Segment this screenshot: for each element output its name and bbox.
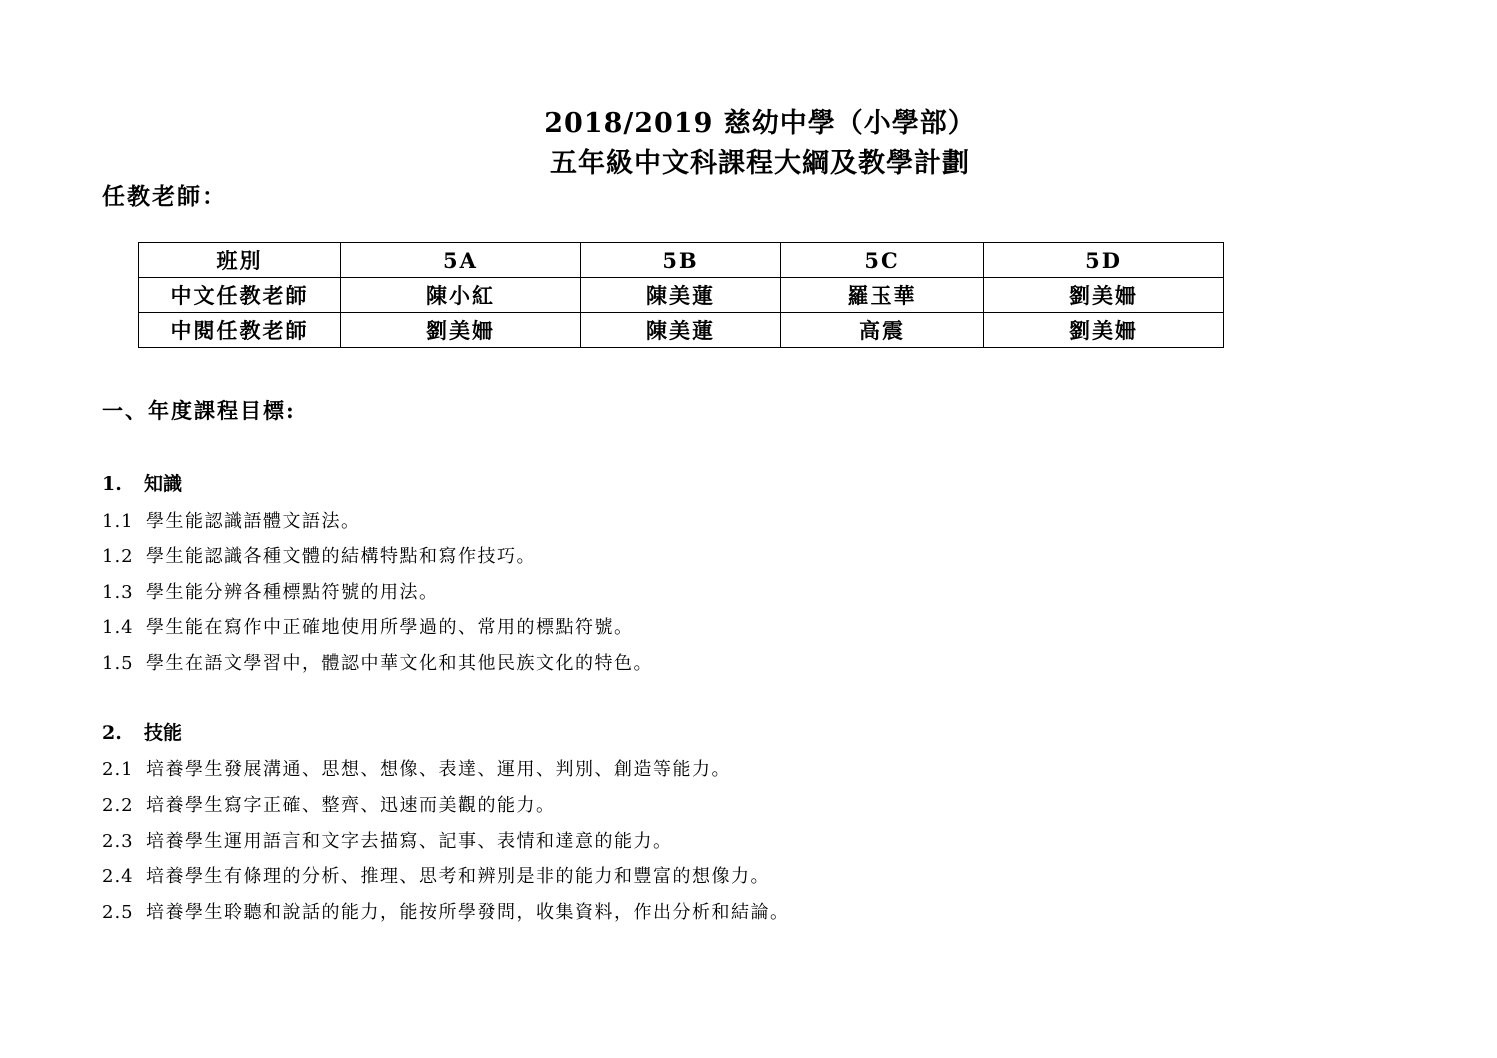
skills-heading bbox=[102, 718, 182, 745]
table-header-cell: 班別 bbox=[139, 243, 341, 278]
item-text: 學生能認識各種文體的結構特點和寫作技巧。 bbox=[146, 546, 536, 567]
table-header-row bbox=[139, 243, 1224, 278]
item-text: 培養學生運用語言和文字去描寫、記事、表情和達意的能力。 bbox=[146, 831, 673, 852]
item-text: 學生能分辨各種標點符號的用法。 bbox=[146, 582, 439, 603]
item-number: 2.4 bbox=[102, 866, 134, 887]
item-number: 2.1 bbox=[102, 759, 134, 780]
table-cell: 陳美蓮 bbox=[581, 313, 781, 348]
item-number: 1.3 bbox=[102, 582, 134, 603]
knowledge-heading bbox=[102, 469, 182, 496]
document-title: 2018/2019 慈幼中學（小學部） bbox=[544, 108, 976, 139]
list-item bbox=[102, 755, 731, 781]
table-cell: 陳美蓮 bbox=[581, 278, 781, 313]
list-item bbox=[102, 649, 653, 675]
item-text: 培養學生發展溝通、思想、想像、表達、運用、判別、創造等能力。 bbox=[146, 759, 731, 780]
document-subtitle: 五年級中文科課程大綱及教學計劃 bbox=[550, 148, 970, 179]
list-item bbox=[102, 791, 556, 817]
list-item bbox=[102, 578, 439, 604]
item-number: 1.1 bbox=[102, 511, 134, 532]
table-cell: 羅玉華 bbox=[781, 278, 984, 313]
item-text: 學生在語文學習中，體認中華文化和其他民族文化的特色。 bbox=[146, 653, 653, 674]
table-cell: 高震 bbox=[781, 313, 984, 348]
teacher-table bbox=[138, 242, 1224, 348]
skills-number: 2. bbox=[102, 722, 122, 744]
list-item bbox=[102, 507, 361, 533]
item-number: 1.2 bbox=[102, 546, 134, 567]
table-cell: 劉美姍 bbox=[984, 313, 1224, 348]
table-cell: 劉美姍 bbox=[984, 278, 1224, 313]
list-item bbox=[102, 542, 536, 568]
item-text: 學生能在寫作中正確地使用所學過的、常用的標點符號。 bbox=[146, 617, 634, 638]
knowledge-title: 知識 bbox=[144, 473, 183, 495]
item-text: 培養學生有條理的分析、推理、思考和辨別是非的能力和豐富的想像力。 bbox=[146, 866, 770, 887]
teacher-label: 任教老師： bbox=[102, 183, 227, 210]
item-text: 學生能認識語體文語法。 bbox=[146, 511, 361, 532]
table-header-cell: 5B bbox=[581, 243, 781, 278]
section-heading: 一、年度課程目標: bbox=[102, 398, 296, 423]
knowledge-number: 1. bbox=[102, 473, 122, 495]
item-number: 1.4 bbox=[102, 617, 134, 638]
list-item bbox=[102, 613, 634, 639]
table-cell: 中文任教老師 bbox=[139, 278, 341, 313]
table-header-cell: 5C bbox=[781, 243, 984, 278]
item-text: 培養學生寫字正確、整齊、迅速而美觀的能力。 bbox=[146, 795, 556, 816]
table-cell: 中閱任教老師 bbox=[139, 313, 341, 348]
table-row bbox=[139, 278, 1224, 313]
skills-title: 技能 bbox=[144, 722, 183, 744]
table-header-cell: 5A bbox=[341, 243, 581, 278]
list-item bbox=[102, 898, 790, 924]
item-number: 2.3 bbox=[102, 831, 134, 852]
item-number: 1.5 bbox=[102, 653, 134, 674]
list-item bbox=[102, 827, 673, 853]
item-number: 2.5 bbox=[102, 902, 134, 923]
table-cell: 劉美姍 bbox=[341, 313, 581, 348]
item-number: 2.2 bbox=[102, 795, 134, 816]
item-text: 培養學生聆聽和說話的能力，能按所學發問，收集資料，作出分析和結論。 bbox=[146, 902, 790, 923]
list-item bbox=[102, 862, 770, 888]
table-cell: 陳小紅 bbox=[341, 278, 581, 313]
table-header-cell: 5D bbox=[984, 243, 1224, 278]
table-row bbox=[139, 313, 1224, 348]
